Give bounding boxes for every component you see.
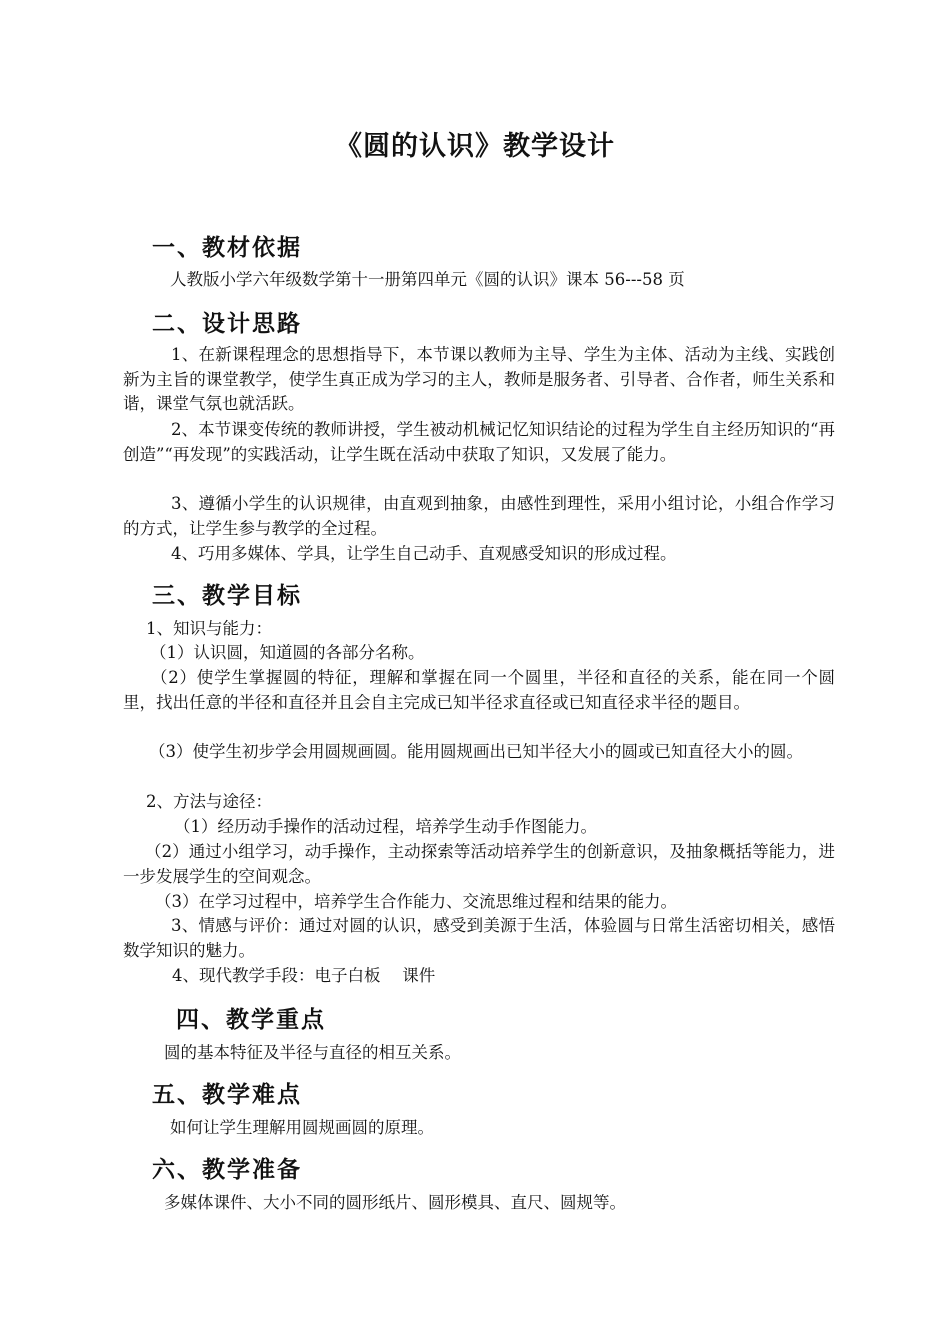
section-5-text: 如何让学生理解用圆规画圆的原理。 — [170, 1118, 434, 1137]
section-4-text: 圆的基本特征及半径与直径的相互关系。 — [164, 1043, 461, 1062]
teaching-tools-line: 4、现代教学手段：电子白板 课件 — [172, 966, 436, 985]
design-idea-paragraph-3: 3、遵循小学生的认识规律，由直观到抽象，由感性到理性，采用小组讨论，小组合作学习的方式，让学生参与教学的全过程。 — [123, 494, 835, 538]
section-6-text: 多媒体课件、大小不同的圆形纸片、圆形模具、直尺、圆规等。 — [164, 1193, 626, 1212]
design-idea-paragraph-4: 4、巧用多媒体、学具，让学生自己动手、直观感受知识的形成过程。 — [171, 544, 677, 563]
section-heading-5: 五、教学难点 — [152, 1082, 302, 1108]
section-heading-2: 二、设计思路 — [152, 311, 302, 337]
section-heading-1: 一、教材依据 — [152, 235, 302, 261]
knowledge-item-2: （2）使学生掌握圆的特征，理解和掌握在同一个圆里，半径和直径的关系，能在同一个圆里，找出任意的半径和直径并且会自主完成已知半径求直径或已知直径求半径的题目。 — [123, 668, 835, 712]
section-heading-4: 四、教学重点 — [176, 1007, 326, 1033]
emotion-evaluation-paragraph: 3、情感与评价：通过对圆的认识，感受到美源于生活，体验圆与日常生活密切相关，感悟数学知识的魅力。 — [123, 916, 835, 960]
method-item-1: （1）经历动手操作的活动过程，培养学生动手作图能力。 — [174, 817, 597, 836]
section-1-text: 人教版小学六年级数学第十一册第四单元《圆的认识》课本 56---58 页 — [170, 270, 685, 289]
knowledge-ability-title: 1、知识与能力： — [146, 619, 272, 638]
document-title: 《圆的认识》教学设计 — [335, 131, 615, 162]
design-idea-paragraph-1: 1、在新课程理念的思想指导下，本节课以教师为主导、学生为主体、活动为主线、实践创新为主旨的课堂教学，使学生真正成为学习的主人，教师是服务者、引导者、合作者，师生关系和谐，课堂气氛也就活跃。 — [123, 345, 835, 413]
knowledge-item-1: （1）认识圆，知道圆的各部分名称。 — [150, 643, 425, 662]
method-title: 2、方法与途径： — [146, 792, 272, 811]
section-heading-3: 三、教学目标 — [152, 583, 302, 609]
section-heading-6: 六、教学准备 — [152, 1157, 302, 1183]
design-idea-paragraph-2: 2、本节课变传统的教师讲授，学生被动机械记忆知识结论的过程为学生自主经历知识的“再创造”“再发现”的实践活动，让学生既在活动中获取了知识，又发展了能力。 — [123, 420, 835, 464]
knowledge-item-3: （3）使学生初步学会用圆规画圆。能用圆规画出已知半径大小的圆或已知直径大小的圆。 — [149, 742, 803, 761]
method-item-2: （2）通过小组学习，动手操作，主动探索等活动培养学生的创新意识，及抽象概括等能力，进一步发展学生的空间观念。 — [123, 842, 835, 886]
method-item-3: （3）在学习过程中，培养学生合作能力、交流思维过程和结果的能力。 — [155, 892, 677, 911]
